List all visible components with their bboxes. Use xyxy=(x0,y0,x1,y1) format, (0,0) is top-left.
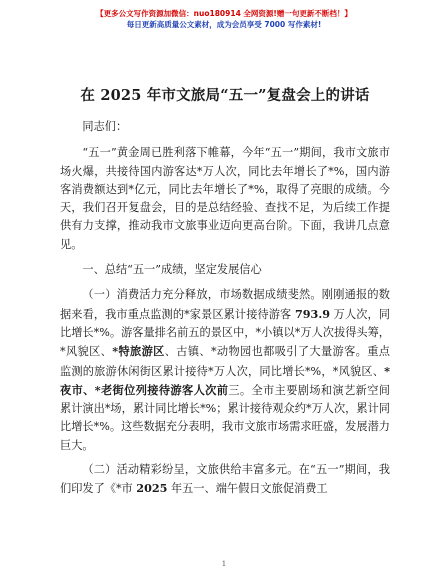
banner-line-2: 每日更新高质量公文素材，成为会员享受 7000 写作素材! xyxy=(126,20,322,29)
visitor-count: 793.9 xyxy=(294,306,331,321)
paragraph-1-text-b: 万人次，同比增长*%。游客量排名前五的景区中，*小镇以*万人次拔得头筹，*风貌区、 xyxy=(60,307,390,359)
paragraph-2-text-b: 年五一、端午假日文旅促消费工 xyxy=(167,482,328,496)
paragraph-1-bold-1: *特旅游区 xyxy=(112,344,165,359)
paragraph-1 xyxy=(60,286,390,455)
page-number: 1 xyxy=(221,560,227,568)
banner-line-1: 【更多公文写作资源加微信：nuo180914 全网资源!赠一句更新不断档！】 xyxy=(96,9,352,18)
document-title: 在 2025 年市文旅局“五一”复盘会上的讲话 xyxy=(80,87,370,104)
paragraph-1-text-a: （一）消费活力充分释放，市场数据成绩斐然。刚刚通报的数据来看，我市重点监测的*家景区累计接待游客 xyxy=(60,288,390,321)
paragraph-2 xyxy=(60,461,390,499)
header-banner xyxy=(0,8,448,30)
paragraph-1-text-d: 三。全市主要剧场和演艺新空间累计演出*场，累计同比增长*%；累计接待观众约*万人次，累计同比增长*%。这些数据充分表明，我市文旅市场需求旺盛，发展潜力巨大。 xyxy=(60,383,390,452)
paragraph-1-bold-2: *夜市、*老街位列接待游客人次前 xyxy=(60,363,390,397)
document-body xyxy=(60,86,390,499)
paragraph-1-text-c: 、古镇、*动物园也都吸引了大量游客。重点监测的旅游休闲街区累计接待*万人次，同比增长*%，*风貌区、 xyxy=(60,345,390,378)
section-heading-1: 一、总结“五一”成绩，坚定发展信心 xyxy=(82,263,262,277)
paragraph-2-text-a: （二）活动精彩纷呈，文旅供给丰富多元。在“五一”期间，我们印发了《*市 xyxy=(60,463,390,496)
intro-paragraph: “五一”黄金周已胜利落下帷幕，今年“五一”期间，我市文旅市场火爆，共接待国内游客达*万人次，同比去年增长了*%，国内游客消费额达到*亿元，同比去年增长了*%，取得了亮眼的成绩。今天，我们召开复盘会，目的是总结经验、查找不足，为后续工作提供有力支撑，推动我市文旅事业迈向更高台阶。下面，我讲几点意见。 xyxy=(60,146,390,251)
paragraph-2-year: 2025 xyxy=(136,481,168,496)
salutation: 同志们： xyxy=(82,120,128,133)
